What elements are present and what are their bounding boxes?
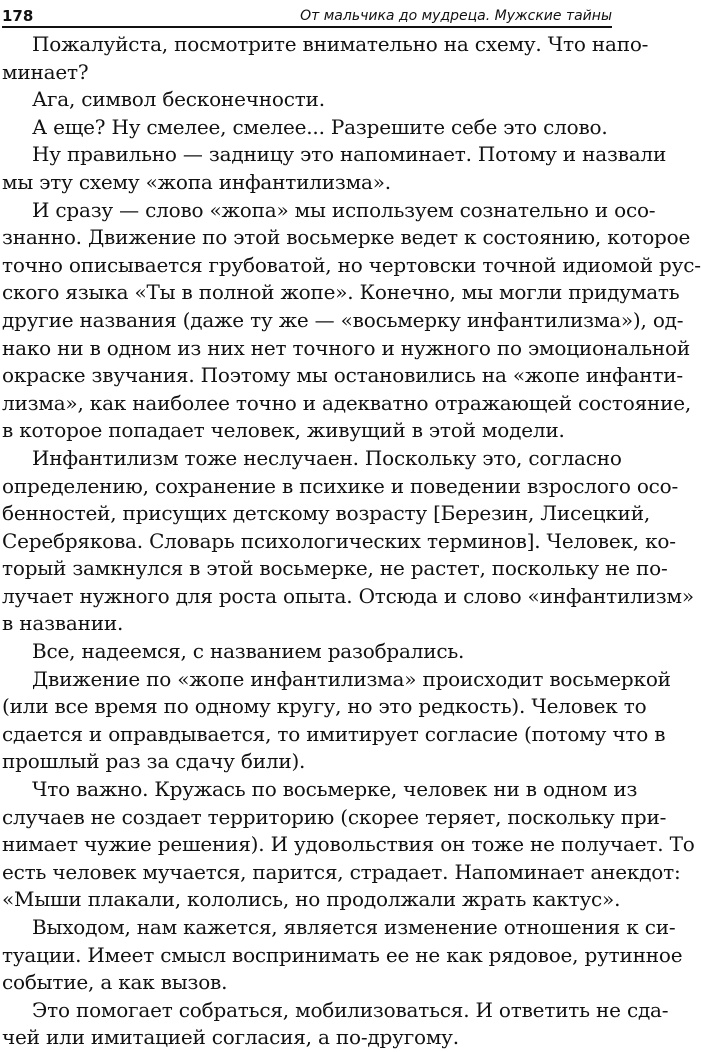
- text-line: Ну правильно — задницу это напоминает. Потому и назвали: [32, 142, 667, 167]
- text-line: минает?: [2, 59, 89, 84]
- text-line: А еще? Ну смелее, смелее... Разрешите себе это слово.: [32, 114, 608, 139]
- text-line: нако ни в одном из них нет точного и нужного по эмоциональной: [2, 335, 691, 360]
- page-number: 178: [2, 7, 34, 25]
- text-line: Все, надеемся, с названием разобрались.: [32, 639, 465, 664]
- text-line: Что важно. Кружась по восьмерке, человек ни в одном из: [32, 777, 638, 802]
- running-title: От мальчика до мудреца. Мужские тайны: [300, 8, 612, 24]
- text-line: ского языка «Ты в полной жопе». Конечно, мы могли придумать: [2, 280, 680, 305]
- text-line: окраске звучания. Поэтому мы остановились на «жопе инфанти-: [2, 363, 683, 388]
- text-line: торый замкнулся в этой восьмерке, не растет, поскольку не по-: [2, 556, 668, 581]
- body-text: [2, 28, 701, 1052]
- text-line: лучает нужного для роста опыта. Отсюда и слово «инфантилизм»: [2, 583, 694, 608]
- text-line: туации. Имеет смысл воспринимать ее не как рядовое, рутинное: [2, 942, 683, 967]
- text-line: Движение по «жопе инфантилизма» происходит восьмеркой: [32, 666, 671, 691]
- text-line: чей или имитацией согласия, а по-другому.: [2, 1025, 459, 1050]
- text-line: Ага, символ бесконечности.: [32, 87, 325, 112]
- text-line: событие, а как вызов.: [2, 970, 228, 995]
- text-line: сдается и оправдывается, то имитирует согласие (потому что в: [2, 721, 666, 746]
- text-line: Это помогает собраться, мобилизоваться. И ответить не сда-: [32, 997, 669, 1022]
- text-line: «Мыши плакали, кололись, но продолжали жрать кактус».: [2, 887, 621, 912]
- text-line: прошлый раз за сдачу били).: [2, 749, 306, 774]
- text-line: определению, сохранение в психике и поведении взрослого осо-: [2, 473, 679, 498]
- text-line: бенностей, присущих детскому возрасту [Березин, Лисецкий,: [2, 501, 650, 526]
- text-line: мы эту схему «жопа инфантилизма».: [2, 169, 391, 194]
- text-line: случаев не создает территорию (скорее теряет, поскольку при-: [2, 804, 667, 829]
- text-line: лизма», как наиболее точно и адекватно отражающей состояние,: [2, 390, 692, 415]
- text-line: Серебрякова. Словарь психологических терминов]. Человек, ко-: [2, 528, 676, 553]
- text-line: есть человек мучается, парится, страдает. Напоминает анекдот:: [2, 859, 681, 884]
- text-line: в названии.: [2, 611, 124, 636]
- running-header: [2, 0, 612, 24]
- text-line: Инфантилизм тоже неслучаен. Поскольку это, согласно: [32, 445, 622, 470]
- text-line: И сразу — слово «жопа» мы используем сознательно и осо-: [32, 197, 656, 222]
- text-line: точно описывается грубоватой, но чертовски точной идиомой рус-: [2, 252, 701, 277]
- text-line: знанно. Движение по этой восьмерке ведет к состоянию, которое: [2, 225, 691, 250]
- text-line: (или все время по одному кругу, но это редкость). Человек то: [2, 694, 647, 719]
- text-line: Выходом, нам кажется, является изменение отношения к си-: [32, 915, 676, 939]
- text-line: в которое попадает человек, живущий в этой модели.: [2, 418, 565, 443]
- text-line: Пожалуйста, посмотрите внимательно на схему. Что напо-: [32, 32, 649, 56]
- text-line: нимает чужие решения). И удовольствия он тоже не получает. То: [2, 832, 695, 857]
- text-line: другие названия (даже ту же — «восьмерку инфантилизма»), од-: [2, 307, 684, 332]
